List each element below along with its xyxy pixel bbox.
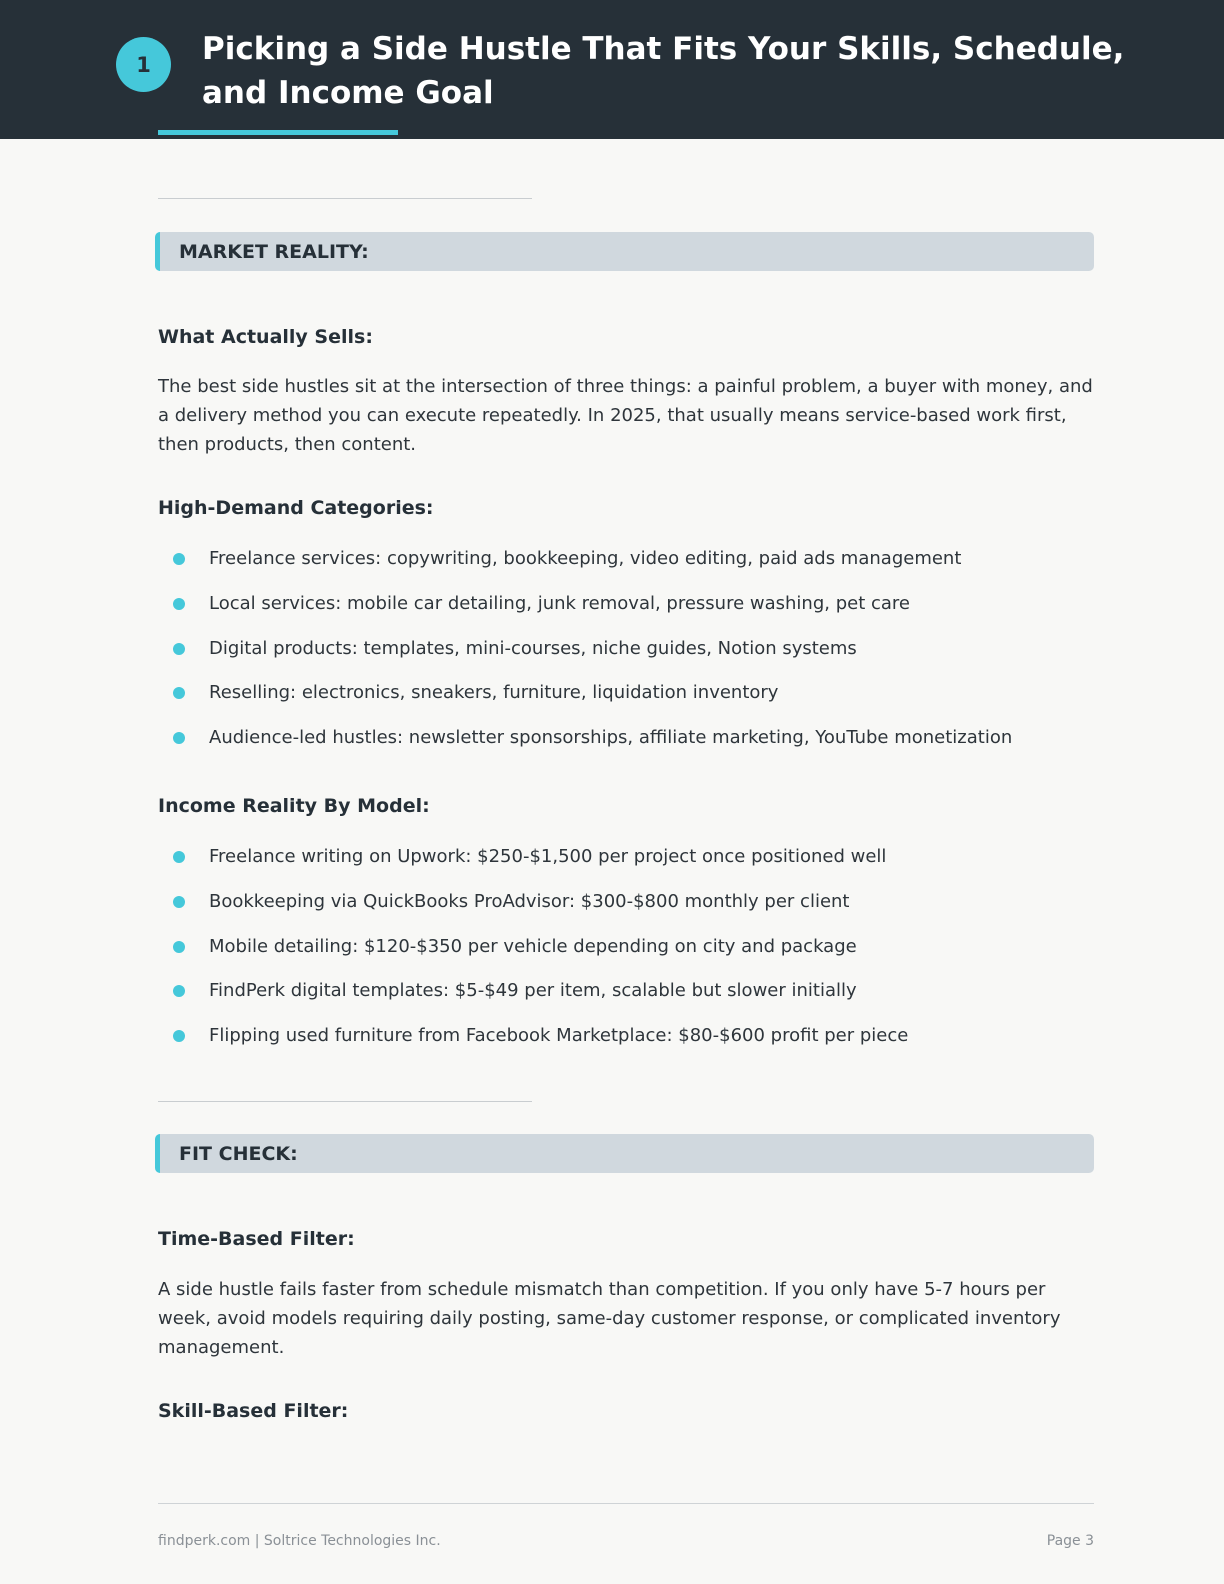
subheading-time-based-filter: Time-Based Filter: — [158, 1228, 355, 1250]
chapter-header — [0, 0, 1224, 139]
bullet-icon — [173, 851, 185, 863]
subheading-income-reality: Income Reality By Model: — [158, 795, 430, 817]
bullet-icon — [173, 985, 185, 997]
chapter-number-badge: 1 — [116, 37, 171, 92]
list-item — [173, 546, 961, 572]
list-item-text: Audience-led hustles: newsletter sponsorships, affiliate marketing, YouTube monetization — [209, 727, 1013, 748]
section-divider — [158, 198, 532, 199]
list-item — [173, 889, 850, 915]
bullet-icon — [173, 687, 185, 699]
section-heading-fit-check: FIT CHECK: — [155, 1134, 1094, 1173]
list-item-text: Freelance writing on Upwork: $250-$1,500 per project once positioned well — [209, 846, 887, 867]
list-item — [173, 636, 857, 662]
list-item-text: Flipping used furniture from Facebook Marketplace: $80-$600 profit per piece — [209, 1025, 909, 1046]
paragraph-what-actually-sells: The best side hustles sit at the intersection of three things: a painful problem, a buyer with money, and a delivery method you can execute repeatedly. In 2025, that usually means service-based work first, then products, then content. — [158, 376, 1093, 455]
bullet-icon — [173, 643, 185, 655]
list-item — [173, 1023, 908, 1049]
footer-source: findperk.com | Soltrice Technologies Inc. — [158, 1533, 441, 1549]
paragraph-time-based-filter: A side hustle fails faster from schedule mismatch than competition. If you only have 5-7 hours per week, avoid models requiring daily posting, same-day customer response, or complicated inventory management. — [158, 1279, 1061, 1358]
list-item-text: Mobile detailing: $120-$350 per vehicle depending on city and package — [209, 936, 857, 957]
footer-divider — [158, 1503, 1094, 1504]
bullet-icon — [173, 553, 185, 565]
subheading-skill-based-filter: Skill-Based Filter: — [158, 1400, 349, 1422]
list-item-text: Freelance services: copywriting, bookkeeping, video editing, paid ads management — [209, 548, 962, 569]
list-item-text: Digital products: templates, mini-courses, niche guides, Notion systems — [209, 638, 857, 659]
list-item-text: Reselling: electronics, sneakers, furniture, liquidation inventory — [209, 682, 779, 703]
section-divider — [158, 1101, 532, 1102]
bullet-icon — [173, 598, 185, 610]
list-item — [173, 680, 778, 706]
list-item — [173, 591, 910, 617]
bullet-icon — [173, 941, 185, 953]
bullet-icon — [173, 732, 185, 744]
list-item — [173, 844, 886, 870]
page-title: Picking a Side Hustle That Fits Your Skills, Schedule, and Income Goal — [202, 31, 1125, 111]
list-item-text: FindPerk digital templates: $5-$49 per item, scalable but slower initially — [209, 980, 857, 1001]
subheading-high-demand-categories: High-Demand Categories: — [158, 497, 434, 519]
bullet-icon — [173, 1030, 185, 1042]
list-item-text: Bookkeeping via QuickBooks ProAdvisor: $300-$800 monthly per client — [209, 891, 850, 912]
bullet-icon — [173, 896, 185, 908]
list-item-text: Local services: mobile car detailing, junk removal, pressure washing, pet care — [209, 593, 910, 614]
subheading-what-actually-sells: What Actually Sells: — [158, 326, 373, 348]
list-item — [173, 725, 1012, 751]
page-number: Page 3 — [1046, 1533, 1094, 1549]
list-item — [173, 934, 857, 960]
list-item — [173, 978, 857, 1004]
title-underline — [158, 130, 398, 135]
section-heading-market-reality: MARKET REALITY: — [155, 232, 1094, 271]
